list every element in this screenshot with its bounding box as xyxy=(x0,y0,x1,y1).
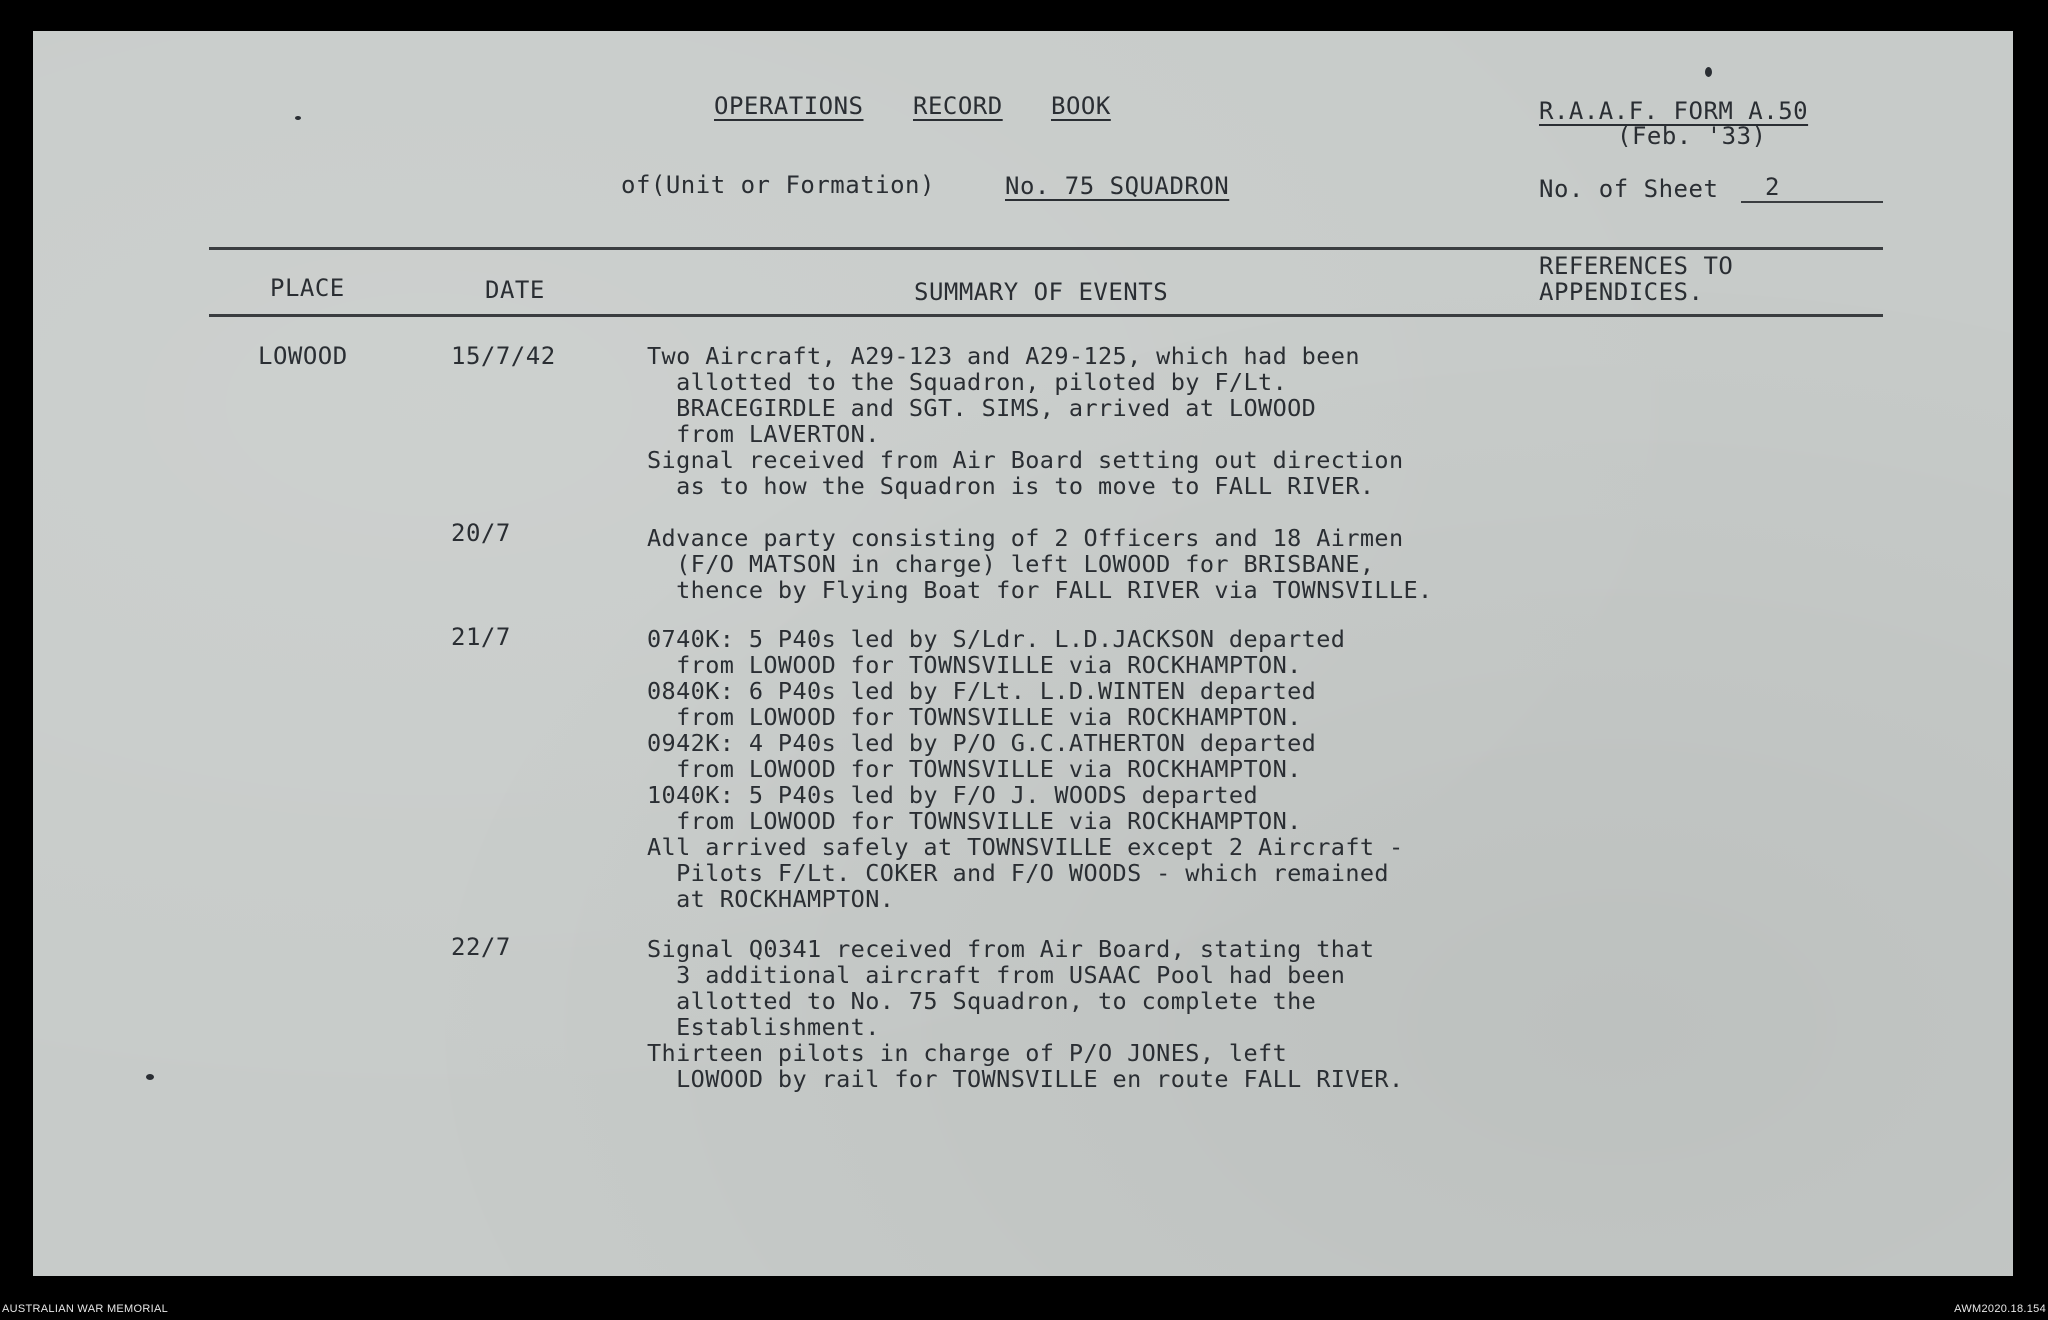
summary-line: 1040K: 5 P40s led by F/O J. WOODS departed xyxy=(647,781,1259,809)
entry-date: 15/7/42 xyxy=(451,342,556,370)
summary-line: allotted to the Squadron, piloted by F/Lt. xyxy=(647,368,1288,396)
footer-credit: AUSTRALIAN WAR MEMORIAL xyxy=(2,1303,169,1315)
document-page xyxy=(33,31,2013,1276)
summary-line: Signal Q0341 received from Air Board, stating that xyxy=(647,935,1375,963)
summary-line: allotted to No. 75 Squadron, to complete the xyxy=(647,987,1317,1015)
summary-line: BRACEGIRDLE and SGT. SIMS, arrived at LOWOOD xyxy=(647,394,1317,422)
entry-date: 20/7 xyxy=(451,519,511,547)
ink-speck xyxy=(1705,67,1712,77)
form-date: (Feb. '33) xyxy=(1617,122,1767,150)
title-word-record: RECORD xyxy=(913,92,1003,120)
sheet-label: No. of Sheet xyxy=(1539,175,1719,203)
title-word-book: BOOK xyxy=(1051,92,1111,120)
ink-speck xyxy=(295,116,301,120)
summary-line: 3 additional aircraft from USAAC Pool had been xyxy=(647,961,1346,989)
summary-line: Pilots F/Lt. COKER and F/O WOODS - which remained xyxy=(647,859,1389,887)
title-word-operations: OPERATIONS xyxy=(714,92,864,120)
header-rule-bottom xyxy=(209,314,1883,317)
summary-line: Two Aircraft, A29-123 and A29-125, which had been xyxy=(647,342,1360,370)
entry-date: 22/7 xyxy=(451,933,511,961)
column-date: DATE xyxy=(485,276,545,304)
summary-line: as to how the Squadron is to move to FALL RIVER. xyxy=(647,472,1375,500)
form-name: R.A.A.F. FORM A.50 xyxy=(1539,97,1809,125)
column-references-line1: REFERENCES TO xyxy=(1539,252,1734,280)
summary-line: All arrived safely at TOWNSVILLE except 2 Aircraft - xyxy=(647,833,1404,861)
summary-line: Establishment. xyxy=(647,1013,880,1041)
summary-line: 0740K: 5 P40s led by S/Ldr. L.D.JACKSON departed xyxy=(647,625,1346,653)
summary-line: at ROCKHAMPTON. xyxy=(647,885,895,913)
summary-line: from LOWOOD for TOWNSVILLE via ROCKHAMPTON. xyxy=(647,651,1302,679)
unit-value: No. 75 SQUADRON xyxy=(1005,172,1230,200)
summary-line: Thirteen pilots in charge of P/O JONES, left xyxy=(647,1039,1288,1067)
summary-line: thence by Flying Boat for FALL RIVER via TOWNSVILLE. xyxy=(647,576,1433,604)
summary-line: from LOWOOD for TOWNSVILLE via ROCKHAMPTON. xyxy=(647,755,1302,783)
column-references-line2: APPENDICES. xyxy=(1539,278,1704,306)
ink-speck xyxy=(146,1074,154,1080)
summary-line: from LAVERTON. xyxy=(647,420,880,448)
summary-line: (F/O MATSON in charge) left LOWOOD for BRISBANE, xyxy=(647,550,1375,578)
column-summary: SUMMARY OF EVENTS xyxy=(914,278,1169,306)
column-place: PLACE xyxy=(270,274,345,302)
sheet-value: 2 xyxy=(1765,173,1780,201)
summary-line: from LOWOOD for TOWNSVILLE via ROCKHAMPTON. xyxy=(647,703,1302,731)
footer-accession-number: AWM2020.18.154 xyxy=(1954,1303,2046,1315)
entry-place: LOWOOD xyxy=(258,342,348,370)
summary-line: Advance party consisting of 2 Officers and 18 Airmen xyxy=(647,524,1404,552)
summary-line: LOWOOD by rail for TOWNSVILLE en route FALL RIVER. xyxy=(647,1065,1404,1093)
summary-line: 0840K: 6 P40s led by F/Lt. L.D.WINTEN departed xyxy=(647,677,1317,705)
header-rule-top xyxy=(209,247,1883,250)
summary-line: from LOWOOD for TOWNSVILLE via ROCKHAMPTON. xyxy=(647,807,1302,835)
summary-line: Signal received from Air Board setting out direction xyxy=(647,446,1404,474)
sheet-underline xyxy=(1741,201,1883,203)
entry-date: 21/7 xyxy=(451,623,511,651)
unit-label: of(Unit or Formation) xyxy=(621,171,935,199)
summary-line: 0942K: 4 P40s led by P/O G.C.ATHERTON departed xyxy=(647,729,1317,757)
